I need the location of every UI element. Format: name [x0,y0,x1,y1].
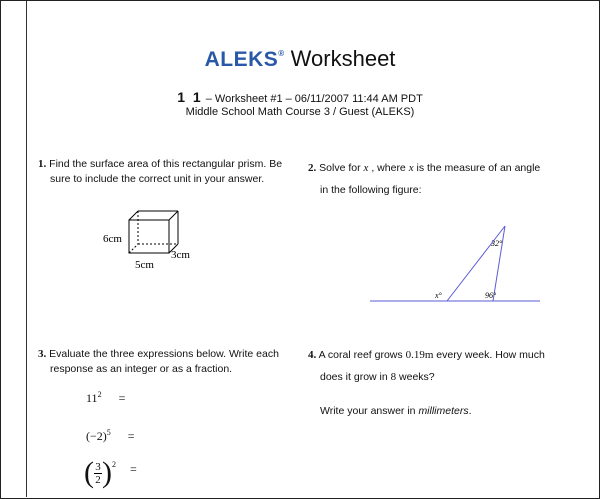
variable-x: x [408,162,414,174]
question-text: every week. How much [436,349,545,361]
equals-sign: = [127,429,135,443]
equals-sign: = [118,391,126,405]
growth-rate: 0.19m [405,349,434,361]
page-title: Worksheet [290,46,396,71]
expression-2 [86,428,135,444]
question-text: Evaluate the three expressions below. Write each [49,348,279,360]
worksheet-date: – Worksheet #1 – 06/11/2007 11:44 AM PDT [205,93,423,105]
worksheet-header [0,46,600,72]
question-text: response as an integer or as a fraction. [50,363,233,375]
triangle-figure [365,220,565,310]
prism-depth-label: 3cm [171,249,190,261]
fraction-numerator: 3 [95,460,101,473]
worksheet-number: 1 1 [177,89,203,105]
expression-3: ( 3 2 ) 2 = [84,456,137,489]
period: . [468,405,472,417]
aleks-logo: ALEKS® [204,48,285,71]
angle-right-label: 96° [485,291,497,300]
question-text: Find the surface area of this rectangular prism. Be [49,158,283,170]
question-text: Solve for [319,162,361,174]
question-text: does it grow in [320,371,388,383]
weeks-value: 8 [390,371,397,383]
worksheet-info [0,89,600,105]
question-4 [308,344,593,422]
variable-x: x [363,162,369,174]
prism-height-label: 6cm [103,233,122,245]
question-number: 2. [308,162,317,174]
angle-x-label: x° [435,291,442,300]
course-line: Middle School Math Course 3 / Guest (ALEKS) [185,106,415,118]
question-number: 3. [38,348,47,360]
question-2 [308,157,588,201]
question-1 [38,157,298,187]
question-text: sure to include the correct unit in your answer. [50,173,265,185]
question-text: A coral reef grows [318,349,403,361]
question-text: in the following figure: [320,184,422,196]
fraction-denominator: 2 [95,473,101,486]
expression-base: 11 [86,391,98,405]
question-text: , where [371,162,406,174]
expression-base: (−2) [86,429,107,443]
question-text: weeks? [399,371,435,383]
question-number: 4. [308,349,317,361]
expression-exponent: 2 [97,390,102,399]
expression-exponent: 2 [112,460,116,469]
prism-width-label: 5cm [135,259,154,271]
question-number: 1. [38,158,47,170]
prism-figure [95,200,205,275]
question-text: is the measure of an angle [416,162,541,174]
expression-1 [86,390,125,406]
question-text: Write your answer in [320,405,416,417]
expression-exponent: 5 [106,428,111,437]
angle-top-label: 32° [491,239,503,248]
question-3 [38,347,308,377]
answer-unit: millimeters [418,405,469,417]
equals-sign: = [130,462,137,476]
